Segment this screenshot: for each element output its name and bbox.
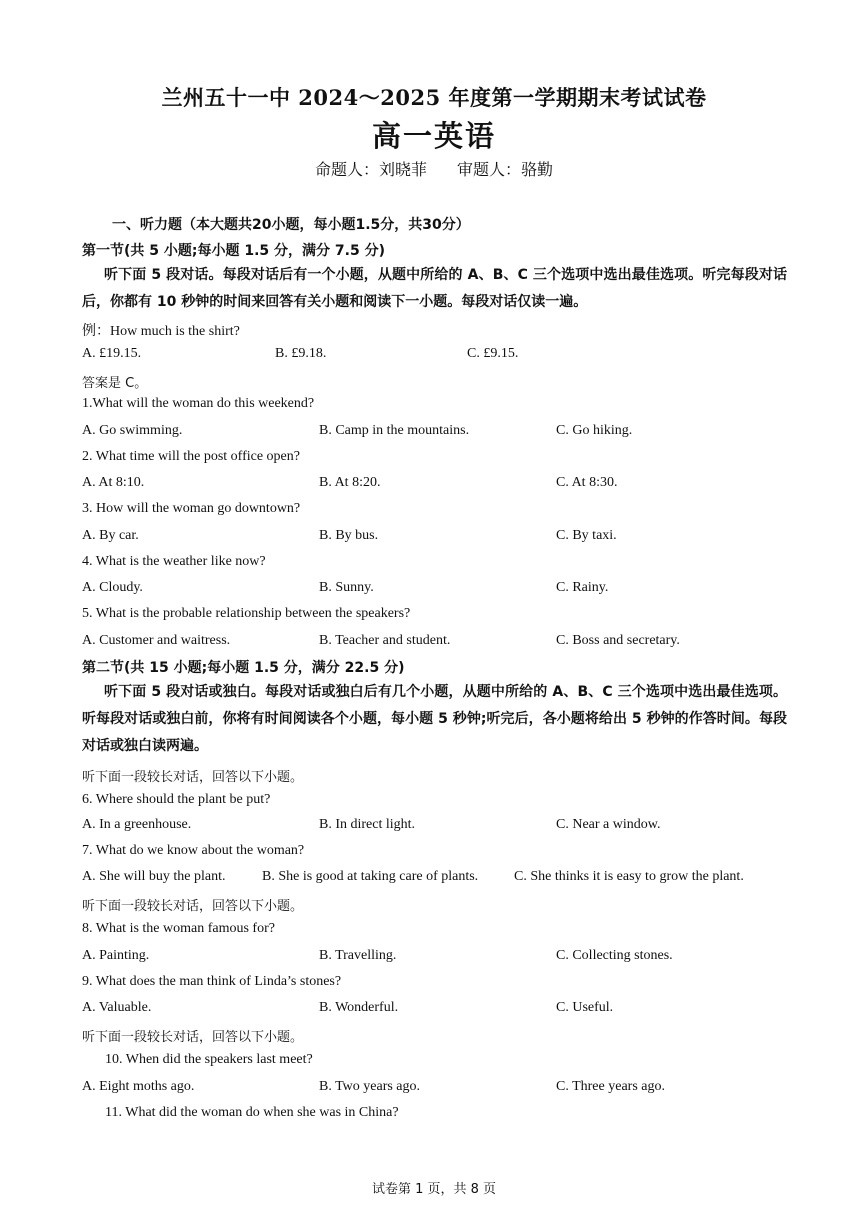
q4-option-c: C. Rainy. [556,580,609,595]
question-6: 6. Where should the plant be put? [82,792,271,807]
question-1: 1.What will the woman do this weekend? [82,396,315,411]
q1-option-c: C. Go hiking. [556,423,633,438]
q3-option-b: B. By bus. [319,528,379,543]
q5-option-a: A. Customer and waitress. [82,633,231,648]
q5-option-b: B. Teacher and student. [319,633,451,648]
exam-title: 兰州五十一中 2024～2025 年度第一学期期末考试试卷 [161,85,707,110]
q10-option-a: A. Eight moths ago. [82,1079,195,1094]
q5-option-c: C. Boss and secretary. [556,633,680,648]
question-9: 9. What does the man think of Linda’s stones? [82,974,342,989]
section1-heading: 第一节(共 5 小题;每小题 1.5 分，满分 7.5 分) [82,243,385,259]
example-option-a: A. £19.15. [82,346,142,361]
q2-option-c: C. At 8:30. [556,475,618,490]
q6-option-c: C. Near a window. [556,817,661,832]
q9-option-a: A. Valuable. [82,1000,152,1015]
q4-option-b: B. Sunny. [319,580,374,595]
page-footer: 试卷第 1 页，共 8 页 [371,1182,497,1197]
q8-option-b: B. Travelling. [319,948,397,963]
q2-option-a: A. At 8:10. [82,475,145,490]
q3-option-c: C. By taxi. [556,528,617,543]
example-question: 例：How much is the shirt? [82,324,240,339]
q9-option-c: C. Useful. [556,1000,614,1015]
part-heading: 一、听力题（本大题共20小题，每小题1.5分，共30分） [112,217,470,233]
q7-option-c: C. She thinks it is easy to grow the plant. [514,869,744,884]
example-answer: 答案是 C。 [82,376,148,391]
section1-instructions: 听下面 5 段对话。每段对话后有一个小题，从题中所给的 A、B、C 三个选项中选出最佳选项。听完每段对话后，你都有 10 秒钟的时间来回答有关小题和阅读下一小题。每段对话仅读一遍。 [82,267,787,310]
q3-option-a: A. By car. [82,528,139,543]
example-option-c: C. £9.15. [467,346,519,361]
reviewer: 审题人：骆勤 [457,160,554,179]
q7-option-a: A. She will buy the plant. [82,869,226,884]
q9-option-b: B. Wonderful. [319,1000,399,1015]
authors-line [0,157,868,180]
question-8: 8. What is the woman famous for? [82,921,275,936]
question-7: 7. What do we know about the woman? [82,843,305,858]
subject-title: 高一英语 [371,119,496,153]
question-10: 10. When did the speakers last meet? [105,1052,313,1067]
question-3: 3. How will the woman go downtown? [82,501,301,516]
q1-option-b: B. Camp in the mountains. [319,423,470,438]
q1-option-a: A. Go swimming. [82,423,183,438]
q7-option-b: B. She is good at taking care of plants. [262,869,479,884]
question-5: 5. What is the probable relationship between the speakers? [82,606,411,621]
example-option-b: B. £9.18. [275,346,327,361]
section2-instructions: 听下面 5 段对话或独白。每段对话或独白后有几个小题，从题中所给的 A、B、C 三个选项中选出最佳选项。听每段对话或独白前，你将有时间阅读各个小题，每小题 5 秒钟;听完后，各小题将给出 5 秒钟的作答时间。每段对话或独白读两遍。 [82,684,787,754]
question-4: 4. What is the weather like now? [82,554,266,569]
question-2: 2. What time will the post office open? [82,449,300,464]
q8-option-a: A. Painting. [82,948,150,963]
q10-option-b: B. Two years ago. [319,1079,421,1094]
section2-heading: 第二节(共 15 小题;每小题 1.5 分，满分 22.5 分) [82,660,405,676]
q10-option-c: C. Three years ago. [556,1079,665,1094]
q8-option-c: C. Collecting stones. [556,948,673,963]
q2-option-b: B. At 8:20. [319,475,381,490]
setter: 命题人：刘晓菲 [314,160,427,179]
longer-dialogue-note-1: 听下面一段较长对话，回答以下小题。 [82,770,304,785]
q4-option-a: A. Cloudy. [82,580,143,595]
q6-option-b: B. In direct light. [319,817,416,832]
longer-dialogue-note-3: 听下面一段较长对话，回答以下小题。 [82,1030,304,1045]
longer-dialogue-note-2: 听下面一段较长对话，回答以下小题。 [82,899,304,914]
question-11: 11. What did the woman do when she was in China? [105,1105,399,1120]
q6-option-a: A. In a greenhouse. [82,817,192,832]
